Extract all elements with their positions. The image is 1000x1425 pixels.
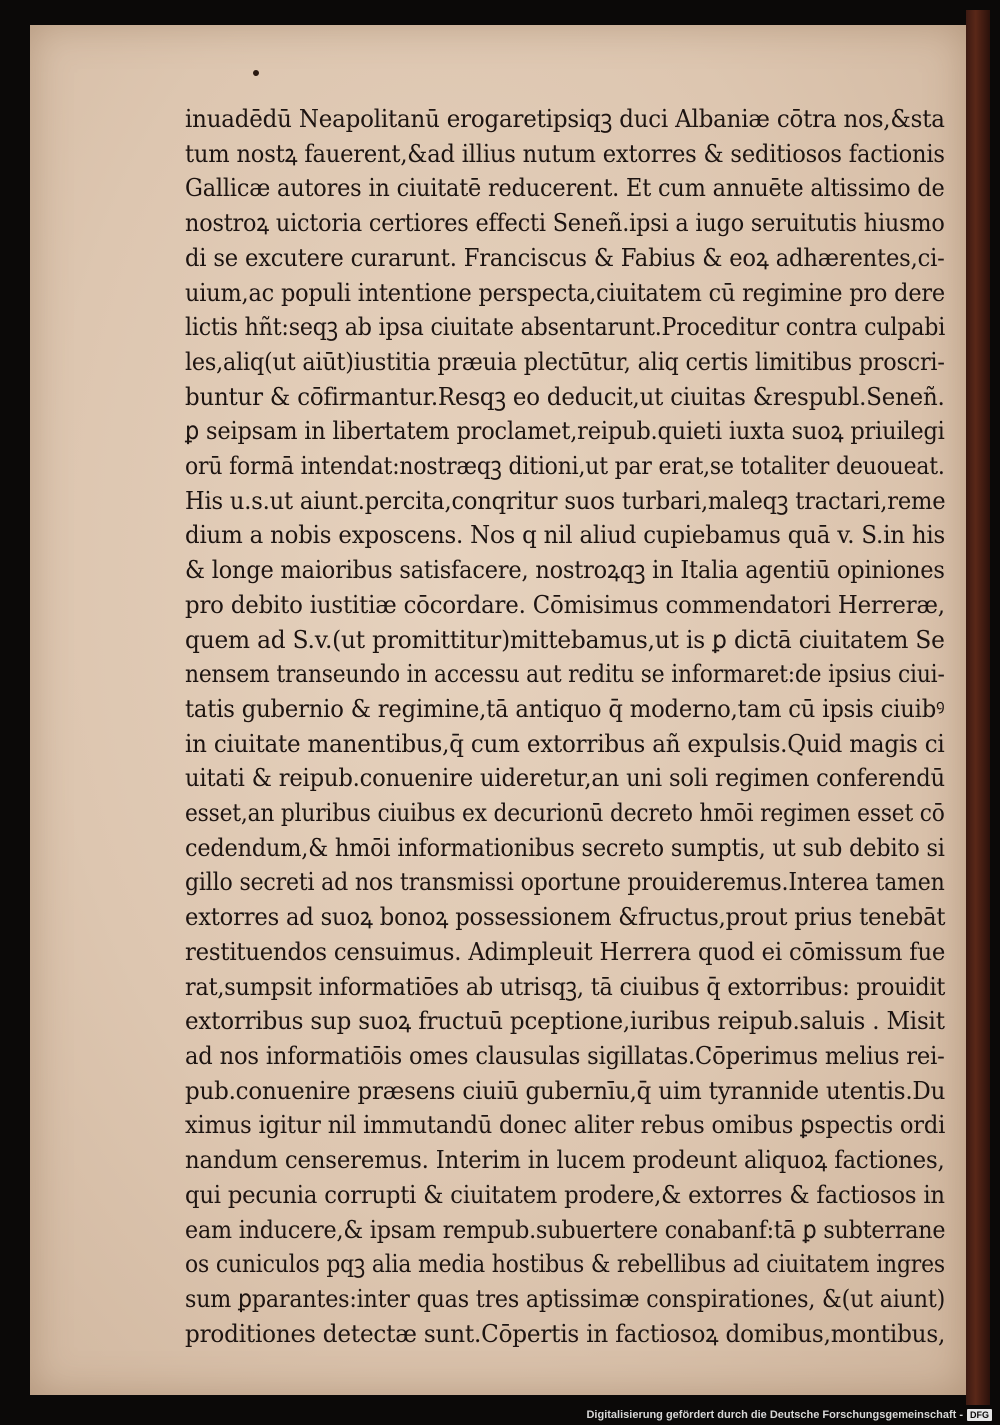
text-line: dium a nobis exposcens. Nos q nil aliud cupiebamus quā v. S.in his — [185, 520, 946, 550]
book-spine-edge — [966, 10, 990, 1405]
text-line: pro debito iustitiæ cōcordare. Cōmisimus commendatori Herreræ, — [185, 589, 945, 619]
text-line: uium,ac populi intentione perspecta,ciuitatem cū regimine pro dere — [185, 277, 945, 307]
text-line: ꝑ seipsam in libertatem proclamet,reipub.quieti iuxta suoꝝ priuilegi — [185, 416, 945, 446]
text-line: extorribus sup suoꝝ fructuū pceptione,iuribus reipub.saluis . Misit — [185, 1006, 945, 1036]
text-line: nandum censeremus. Interim in lucem prodeunt aliquoꝝ factiones, — [185, 1145, 945, 1175]
text-line: os cuniculos pqꝫ alia media hostibus & rebellibus ad ciuitatem ingres — [185, 1249, 945, 1279]
text-line: buntur & cōfirmantur.Resqꝫ eo deducit,ut ciuitas &respubl.Seneñ. — [185, 381, 945, 411]
text-line: di se excutere curarunt. Franciscus & Fabius & eoꝝ adhærentes,ci- — [185, 242, 945, 272]
text-line: inuadēdū Neapolitanū erogaretipsiqꝫ duci Albaniæ cōtra nos,&sta — [185, 104, 945, 133]
text-line: eam inducere,& ipsam rempub.subuertere conabanf:tā ꝑ subterrane — [185, 1214, 946, 1244]
text-line: quem ad S.v.(ut promittitur)mittebamus,ut is ꝑ dictā ciuitatem Se — [185, 624, 945, 654]
footer-text: Digitalisierung gefördert durch die Deutsche Forschungsgemeinschaft - — [586, 1409, 963, 1421]
text-line: ximus igitur nil immutandū donec aliter rebus omibus ꝑspectis ordi — [185, 1110, 946, 1140]
text-line: in ciuitate manentibus,q̄ cum extorribus añ expulsis.Quid magis ci — [185, 728, 945, 758]
text-line: proditiones detectæ sunt.Cōpertis in factiosoꝝ domibus,montibus, — [185, 1318, 946, 1348]
text-line: tatis gubernio & regimine,tā antiquo q̄ moderno,tam cū ipsis ciuibꝰ — [185, 693, 945, 723]
text-line: restituendos censuimus. Adimpleuit Herrera quod ei cōmissum fue — [185, 936, 946, 966]
text-line: ad nos informatiōis omes clausulas sigillatas.Cōperimus melius rei- — [185, 1040, 945, 1070]
ink-spot — [253, 70, 259, 76]
text-line: nensem transeundo in accessu aut reditu se informaret:de ipsius ciui- — [185, 659, 945, 689]
text-line: Gallicæ autores in ciuitatē reducerent. Et cum annuēte altissimo de — [185, 173, 945, 203]
funding-footer — [586, 1409, 992, 1421]
dfg-logo-icon: DFG — [967, 1409, 992, 1421]
text-line: esset,an pluribus ciuibus ex decurionū decreto hmōi regimen esset cō — [185, 798, 945, 828]
text-line: rat,sumpsit informatiōes ab utrisqꝫ, tā ciuibus q̄ extorribus: prouidit — [185, 971, 946, 1001]
text-line: gillo secreti ad nos transmissi oportune prouideremus.Interea tamen — [185, 867, 945, 897]
text-line: tum nostꝝ fauerent,&ad illius nutum extorres & seditiosos factionis — [185, 138, 945, 168]
text-line: qui pecunia corrupti & ciuitatem prodere,& extorres & factiosos in — [185, 1179, 945, 1209]
text-line: sum ꝑparantes:inter quas tres aptissimæ conspirationes, &(ut aiunt) — [185, 1283, 946, 1313]
text-line: lictis hñt:seqꝫ ab ipsa ciuitate absentarunt.Proceditur contra culpabi — [185, 312, 946, 342]
text-line: nostroꝝ uictoria certiores effecti Seneñ.ipsi a iugo seruitutis hiusmo — [185, 208, 945, 238]
text-line: extorres ad suoꝝ bonoꝝ possessionem &fructus,prout prius tenebāt — [185, 902, 946, 932]
text-line: uitati & reipub.conuenire uideretur,an uni soli regimen conferendū — [185, 763, 945, 793]
text-line: les,aliq(ut aiūt)iustitia præuia plectūtur, aliq certis limitibus proscri- — [185, 346, 945, 376]
text-line: cedendum,& hmōi informationibus secreto sumptis, ut sub debito si — [185, 832, 945, 862]
text-line: orū formā intendat:nostræqꝫ ditioni,ut par erat,se totaliter deuoueat. — [185, 451, 945, 481]
text-line: & longe maioribus satisfacere, nostroꝝqꝫ in Italia agentiū opiniones — [185, 555, 945, 585]
text-line: His u.s.ut aiunt.percita,conqritur suos turbari,maleqꝫ tractari,reme — [185, 485, 946, 515]
page-text-block — [185, 102, 945, 1351]
text-line: pub.conuenire præsens ciuiū gubernīu,q̄ uim tyrannide utentis.Du — [185, 1075, 946, 1105]
